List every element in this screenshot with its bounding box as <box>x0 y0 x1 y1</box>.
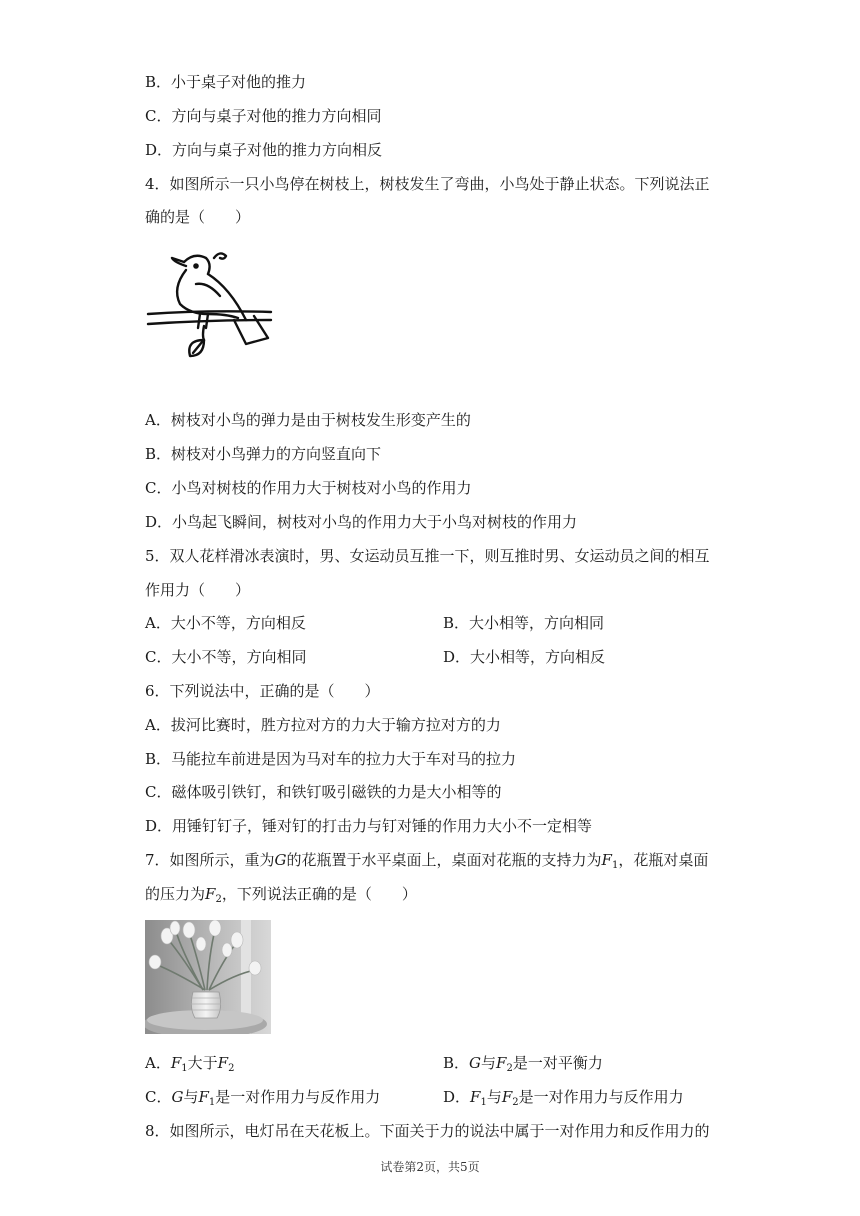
q5-option-b: B．大小相等，方向相同 <box>443 614 605 632</box>
q5-option-a: A．大小不等，方向相反 <box>145 614 306 632</box>
q4-option-c: C．小鸟对树枝的作用力大于树枝对小鸟的作用力 <box>145 479 472 497</box>
q5-option-c: C．大小不等，方向相同 <box>145 648 307 666</box>
q6-option-a: A．拔河比赛时，胜方拉对方的力大于输方拉对方的力 <box>145 716 501 734</box>
page-footer: 试卷第2页，共5页 <box>380 1160 480 1174</box>
q5-stem-line2: 作用力（ ） <box>145 581 251 599</box>
q6-stem: 6．下列说法中，正确的是（ ） <box>145 682 380 700</box>
q3-option-d: D．方向与桌子对他的推力方向相反 <box>145 141 383 159</box>
q7-option-a: A．$F_1$大于$F_2$ <box>145 1054 235 1074</box>
q3-option-b: B．小于桌子对他的推力 <box>145 73 307 91</box>
q3-option-c: C．方向与桌子对他的推力方向相同 <box>145 107 382 125</box>
q6-option-d: D．用锤钉钉子，锤对钉的打击力与钉对锤的作用力大小不一定相等 <box>145 817 593 835</box>
q6-option-c: C．磁体吸引铁钉，和铁钉吸引磁铁的力是大小相等的 <box>145 783 502 801</box>
q7-option-c: C．G与$F_1$是一对作用力与反作用力 <box>145 1088 381 1108</box>
q5-option-d: D．大小相等，方向相反 <box>443 648 606 666</box>
bird-on-branch-icon <box>146 248 276 360</box>
q4-option-b: B．树枝对小鸟弹力的方向竖直向下 <box>145 445 382 463</box>
q7-option-b: B．G与$F_2$是一对平衡力 <box>443 1054 603 1074</box>
q6-option-b: B．马能拉车前进是因为马对车的拉力大于车对马的拉力 <box>145 750 517 768</box>
q7-option-d: D．$F_1$与$F_2$是一对作用力与反作用力 <box>443 1088 684 1108</box>
q7-stem-line2: 的压力为$F_2$，下列说法正确的是（ ） <box>145 885 417 905</box>
q4-stem-line2: 确的是（ ） <box>145 208 251 226</box>
q4-stem-line1: 4．如图所示一只小鸟停在树枝上，树枝发生了弯曲，小鸟处于静止状态。下列说法正 <box>145 175 710 193</box>
q8-stem-line1: 8．如图所示，电灯吊在天花板上。下面关于力的说法中属于一对作用力和反作用力的 <box>145 1122 710 1140</box>
q5-stem-line1: 5．双人花样滑冰表演时，男、女运动员互推一下，则互推时男、女运动员之间的相互 <box>145 547 710 565</box>
q4-option-d: D．小鸟起飞瞬间，树枝对小鸟的作用力大于小鸟对树枝的作用力 <box>145 513 578 531</box>
q4-option-a: A．树枝对小鸟的弹力是由于树枝发生形变产生的 <box>145 411 471 429</box>
q7-stem-line1: 7．如图所示，重为G的花瓶置于水平桌面上，桌面对花瓶的支持力为$F_1$，花瓶对桌面 <box>145 851 709 871</box>
vase-photo-icon <box>145 920 271 1034</box>
